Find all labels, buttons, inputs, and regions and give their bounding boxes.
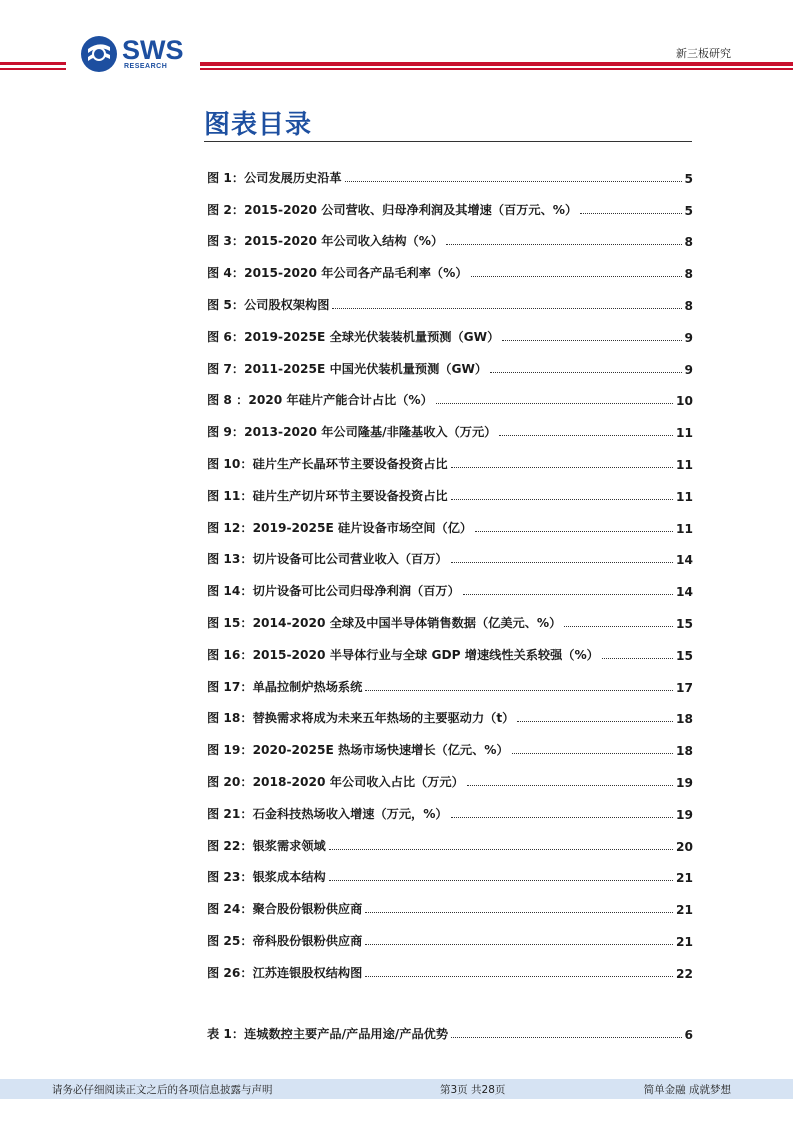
toc-entry-label: 图 22：银浆需求领域 <box>207 838 326 853</box>
toc-entry-label: 图 7：2011-2025E 中国光伏装机量预测（GW） <box>207 361 488 376</box>
figure-toc-entry[interactable] <box>207 917 693 949</box>
logo-subtext: RESEARCH <box>124 63 168 70</box>
figure-toc-entry[interactable] <box>207 567 693 599</box>
toc-entry-label: 图 9：2013-2020 年公司隆基/非隆基收入（万元） <box>207 425 497 440</box>
toc-leader-dots <box>446 243 681 245</box>
toc-entry-label: 图 6：2019-2025E 全球光伏装装机量预测（GW） <box>207 329 500 344</box>
figure-toc-entry[interactable] <box>207 186 693 218</box>
toc-entry-label: 图 18：替换需求将成为未来五年热场的主要驱动力（t） <box>207 711 515 726</box>
toc-entry-page: 8 <box>684 267 693 282</box>
figure-toc-entry[interactable] <box>207 663 693 695</box>
toc-entry-page: 11 <box>676 489 693 504</box>
figure-toc-entry[interactable] <box>207 154 693 186</box>
toc-leader-dots <box>365 943 673 945</box>
figure-toc-entry[interactable] <box>207 949 693 981</box>
toc-leader-dots <box>345 180 682 182</box>
figure-toc-entry[interactable] <box>207 885 693 917</box>
toc-entry-label: 表 1：连城数控主要产品/产品用途/产品优势 <box>207 1026 449 1041</box>
toc-entry-label: 图 16：2015-2020 半导体行业与全球 GDP 增速线性关系较强（%） <box>207 647 599 662</box>
header-rule <box>200 68 793 70</box>
toc-leader-dots <box>451 816 673 818</box>
footer-page-number: 第3页 共28页 <box>440 1084 506 1096</box>
toc-leader-dots <box>451 561 673 563</box>
sws-logo-icon <box>80 35 118 73</box>
toc-entry-page: 21 <box>676 934 693 949</box>
toc-leader-dots <box>471 275 682 277</box>
toc-entry-page: 5 <box>684 171 693 186</box>
figure-toc-entry[interactable] <box>207 472 693 504</box>
figure-toc-entry[interactable] <box>207 504 693 536</box>
toc-leader-dots <box>602 657 673 659</box>
toc-leader-dots <box>451 498 673 500</box>
toc-entry-label: 图 8 ：2020 年硅片产能合计占比（%） <box>207 393 433 408</box>
table-toc-entry[interactable] <box>207 1010 693 1042</box>
toc-entry-page: 10 <box>676 394 693 409</box>
logo-text: SWS <box>122 35 184 65</box>
figure-toc-entry[interactable] <box>207 726 693 758</box>
toc-entry-page: 21 <box>676 871 693 886</box>
toc-entry-page: 11 <box>676 521 693 536</box>
header-rule <box>0 62 66 65</box>
toc-entry-label: 图 23：银浆成本结构 <box>207 870 326 885</box>
toc-entry-page: 8 <box>684 298 693 313</box>
toc-entry-page: 9 <box>684 330 693 345</box>
toc-entry-page: 20 <box>676 839 693 854</box>
toc-leader-dots <box>499 434 673 436</box>
toc-entry-page: 9 <box>684 362 693 377</box>
figure-toc-entry[interactable] <box>207 822 693 854</box>
toc-entry-label: 图 26：江苏连银股权结构图 <box>207 965 363 980</box>
toc-leader-dots <box>490 371 681 373</box>
toc-entry-label: 图 4：2015-2020 年公司各产品毛利率（%） <box>207 266 468 281</box>
toc-entry-page: 6 <box>684 1027 693 1042</box>
title-divider <box>204 141 692 142</box>
sws-logo <box>80 35 200 77</box>
toc-entry-page: 5 <box>684 203 693 218</box>
toc-entry-page: 18 <box>676 744 693 759</box>
header-section-label: 新三板研究 <box>676 47 731 60</box>
header-rule <box>200 62 793 66</box>
page-footer <box>0 1079 793 1099</box>
toc-entry-label: 图 1：公司发展历史沿革 <box>207 170 342 185</box>
figure-toc-entry[interactable] <box>207 408 693 440</box>
figure-toc-entry[interactable] <box>207 249 693 281</box>
toc-entry-label: 图 5：公司股权架构图 <box>207 297 330 312</box>
toc-leader-dots <box>365 689 673 691</box>
toc-leader-dots <box>365 911 673 913</box>
toc-entry-label: 图 2：2015-2020 公司营收、归母净利润及其增速（百万元、%） <box>207 202 578 217</box>
toc-entry-page: 21 <box>676 903 693 918</box>
toc-leader-dots <box>502 339 681 341</box>
toc-entry-page: 15 <box>676 648 693 663</box>
figure-toc-entry[interactable] <box>207 695 693 727</box>
toc-entry-page: 8 <box>684 235 693 250</box>
header-rule <box>0 68 66 70</box>
toc-entry-label: 图 19：2020-2025E 热场市场快速增长（亿元、%） <box>207 743 509 758</box>
toc-leader-dots <box>451 1036 682 1038</box>
figure-toc-entry[interactable] <box>207 313 693 345</box>
figure-toc-entry[interactable] <box>207 218 693 250</box>
toc-entry-page: 17 <box>676 680 693 695</box>
toc-entry-page: 11 <box>676 457 693 472</box>
toc-leader-dots <box>564 625 673 627</box>
figure-toc-entry[interactable] <box>207 345 693 377</box>
toc-entry-label: 图 17：单晶拉制炉热场系统 <box>207 679 363 694</box>
figure-toc-entry[interactable] <box>207 758 693 790</box>
toc-entry-page: 14 <box>676 553 693 568</box>
toc-leader-dots <box>512 752 673 754</box>
figure-toc-entry[interactable] <box>207 281 693 313</box>
toc-leader-dots <box>436 402 673 404</box>
toc-entry-label: 图 21：石金科技热场收入增速（万元，%） <box>207 806 448 821</box>
toc-leader-dots <box>365 975 673 977</box>
toc-entry-page: 14 <box>676 585 693 600</box>
toc-entry-label: 图 12：2019-2025E 硅片设备市场空间（亿） <box>207 520 473 535</box>
toc-entry-page: 11 <box>676 426 693 441</box>
footer-slogan: 简单金融 成就梦想 <box>643 1084 731 1096</box>
figure-toc-entry[interactable] <box>207 377 693 409</box>
toc-leader-dots <box>329 879 673 881</box>
toc-leader-dots <box>467 784 673 786</box>
figure-toc-entry[interactable] <box>207 854 693 886</box>
toc-entry-label: 图 14：切片设备可比公司归母净利润（百万） <box>207 584 460 599</box>
toc-entry-label: 图 13：切片设备可比公司营业收入（百万） <box>207 552 448 567</box>
toc-entry-page: 19 <box>676 807 693 822</box>
toc-leader-dots <box>517 720 673 722</box>
toc-entry-label: 图 15：2014-2020 全球及中国半导体销售数据（亿美元、%） <box>207 615 562 630</box>
toc-entry-page: 19 <box>676 775 693 790</box>
figure-toc-entry[interactable] <box>207 440 693 472</box>
figure-toc-entry[interactable] <box>207 536 693 568</box>
toc-entry-label: 图 10：硅片生产长晶环节主要设备投资占比 <box>207 456 448 471</box>
toc-entry-page: 22 <box>676 966 693 981</box>
footer-disclaimer: 请务必仔细阅读正文之后的各项信息披露与声明 <box>52 1084 273 1096</box>
toc-leader-dots <box>329 848 673 850</box>
toc-leader-dots <box>463 593 673 595</box>
toc-entry-label: 图 25：帝科股份银粉供应商 <box>207 933 363 948</box>
toc-entry-label: 图 3：2015-2020 年公司收入结构（%） <box>207 234 444 249</box>
figure-toc-entry[interactable] <box>207 631 693 663</box>
figure-toc-entry[interactable] <box>207 790 693 822</box>
figure-list <box>207 154 693 981</box>
toc-leader-dots <box>475 530 673 532</box>
toc-leader-dots <box>451 466 673 468</box>
toc-entry-page: 15 <box>676 616 693 631</box>
page-title: 图表目录 <box>204 110 313 140</box>
toc-leader-dots <box>332 307 681 309</box>
table-list <box>207 1010 693 1042</box>
figure-toc-entry[interactable] <box>207 599 693 631</box>
toc-entry-label: 图 24：聚合股份银粉供应商 <box>207 902 363 917</box>
toc-entry-label: 图 20：2018-2020 年公司收入占比（万元） <box>207 774 464 789</box>
toc-entry-page: 18 <box>676 712 693 727</box>
toc-entry-label: 图 11：硅片生产切片环节主要设备投资占比 <box>207 488 448 503</box>
toc-leader-dots <box>580 212 681 214</box>
